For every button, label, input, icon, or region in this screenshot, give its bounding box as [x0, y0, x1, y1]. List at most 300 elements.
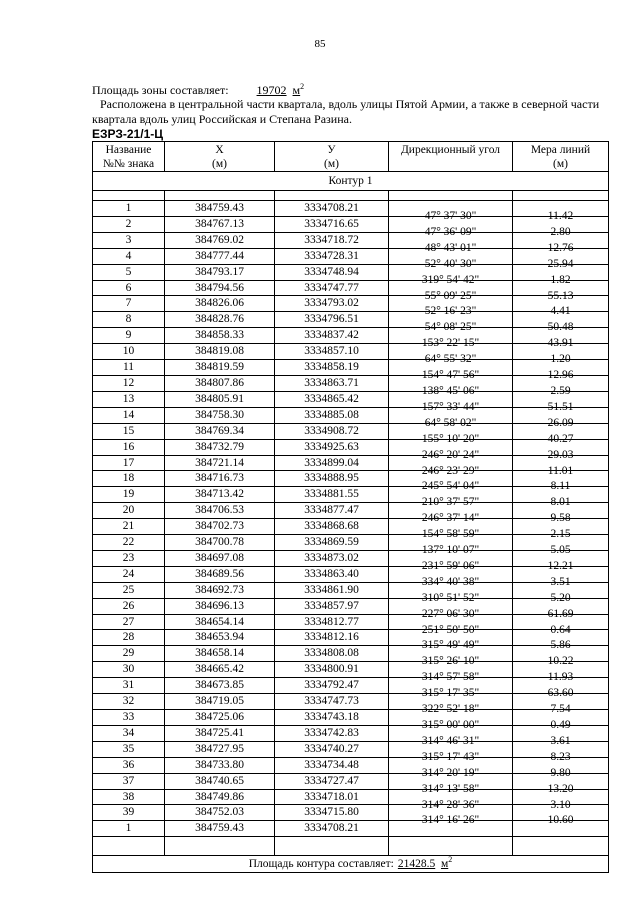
line-length-value: 9.80 [550, 766, 571, 779]
y-coordinate-value: 3334734.48 [304, 758, 359, 771]
y-coordinate [275, 582, 389, 598]
x-coordinate [165, 805, 275, 821]
x-coordinate-value: 384826.06 [195, 297, 244, 310]
line-length-value: 29.03 [547, 448, 574, 461]
table-row [93, 821, 609, 837]
line-length-value: 1.82 [550, 273, 571, 286]
x-coordinate-value: 384858.33 [195, 329, 244, 342]
table-row [93, 391, 609, 407]
x-coordinate-value: 384696.13 [195, 599, 244, 612]
point-number-value: 24 [122, 567, 135, 580]
x-coordinate-value: 384725.06 [195, 711, 244, 723]
y-coordinate-value: 3334747.77 [304, 281, 359, 294]
x-coordinate [165, 503, 275, 519]
table-row [93, 264, 609, 280]
x-coordinate [165, 821, 275, 837]
point-number-value: 18 [122, 472, 135, 485]
table-row [93, 678, 609, 694]
x-coordinate [165, 582, 275, 598]
x-coordinate [165, 662, 275, 678]
point-number [93, 773, 165, 789]
line-length-value: 8.11 [550, 480, 571, 493]
contour-label: Контур 1 [93, 172, 609, 191]
header-name [93, 142, 165, 172]
direction-angle-value: 314° 16' 26" [421, 814, 480, 827]
line-length-value: 13.20 [547, 782, 574, 795]
y-coordinate-value: 3334728.31 [304, 249, 359, 262]
y-coordinate [275, 630, 389, 646]
table-row [93, 280, 609, 296]
y-coordinate [275, 248, 389, 264]
x-coordinate [165, 439, 275, 455]
point-number-value: 14 [122, 408, 135, 421]
header-y-line1: У [327, 144, 336, 156]
y-coordinate-value: 3334865.42 [304, 392, 359, 405]
table-row [93, 312, 609, 328]
contour-row [93, 172, 609, 191]
x-coordinate-value: 384733.80 [195, 758, 244, 771]
x-coordinate-value: 384828.76 [195, 313, 244, 326]
table-row [93, 630, 609, 646]
contour-area-unit-exp: 2 [448, 855, 453, 865]
direction-angle-value: 64° 58' 02" [424, 416, 477, 429]
y-coordinate-value: 3334800.91 [304, 663, 359, 676]
point-number [93, 519, 165, 535]
y-coordinate-value: 3334708.21 [304, 202, 359, 214]
point-number-value: 17 [122, 456, 135, 469]
point-number [93, 662, 165, 678]
table-row [93, 375, 609, 391]
point-number [93, 391, 165, 407]
x-coordinate-value: 384653.94 [195, 631, 244, 644]
page-number: 85 [314, 38, 326, 50]
point-number-value: 10 [122, 345, 135, 358]
x-coordinate [165, 630, 275, 646]
x-coordinate-value: 384665.42 [195, 663, 244, 676]
x-coordinate-value: 384752.03 [195, 806, 244, 819]
zone-area-value: 19702 [256, 83, 287, 97]
x-coordinate-value: 384759.43 [195, 822, 244, 835]
point-number [93, 598, 165, 614]
x-coordinate-value: 384749.86 [195, 790, 244, 803]
gap-row [93, 191, 609, 201]
x-coordinate-value: 384658.14 [195, 647, 244, 660]
header-name-line2: №№ знака [102, 158, 155, 170]
point-number [93, 312, 165, 328]
header-x-line2: (м) [212, 158, 227, 170]
x-coordinate [165, 360, 275, 376]
line-length-value: 5.05 [550, 544, 571, 557]
table-row [93, 757, 609, 773]
point-number-value: 20 [122, 504, 135, 517]
table-row [93, 423, 609, 439]
x-coordinate [165, 694, 275, 710]
zone-area-unit-exp: 2 [300, 82, 305, 91]
line-length-value: 10.60 [547, 814, 574, 827]
table-row [93, 519, 609, 535]
direction-angle-value: 64° 55' 32" [424, 353, 477, 366]
x-coordinate-value: 384689.56 [195, 567, 244, 580]
direction-angle-value: 314° 13' 58" [421, 782, 480, 795]
table-row [93, 535, 609, 551]
x-coordinate [165, 614, 275, 630]
table-row [93, 328, 609, 344]
x-coordinate [165, 598, 275, 614]
point-number-value: 21 [122, 520, 135, 533]
point-number-value: 4 [125, 249, 132, 262]
y-coordinate-value: 3334808.08 [304, 647, 359, 660]
line-length-value: 5.86 [550, 639, 571, 652]
table-row [93, 566, 609, 582]
point-number [93, 503, 165, 519]
y-coordinate [275, 471, 389, 487]
point-number-value: 32 [122, 695, 135, 708]
y-coordinate [275, 344, 389, 360]
table-row [93, 503, 609, 519]
x-coordinate [165, 471, 275, 487]
direction-angle-value: 314° 20' 19" [421, 766, 480, 779]
point-number-value: 6 [125, 281, 132, 294]
y-coordinate-value: 3334868.68 [304, 520, 359, 533]
x-coordinate-value: 384727.95 [195, 742, 244, 755]
point-number-value: 1 [125, 202, 132, 214]
x-coordinate-value: 384767.13 [195, 217, 244, 230]
table-row [93, 773, 609, 789]
direction-angle-value: 48° 43' 01" [424, 241, 477, 254]
y-coordinate-value: 3334740.27 [304, 742, 359, 755]
y-coordinate-value: 3334748.94 [304, 265, 359, 278]
y-coordinate [275, 264, 389, 280]
point-number-value: 9 [125, 329, 132, 342]
header-y [275, 142, 389, 172]
line-length-value: 63.60 [547, 687, 574, 700]
line-length-value: 25.94 [547, 257, 574, 270]
point-number [93, 375, 165, 391]
line-length-value: 8.01 [550, 496, 571, 509]
point-number-value: 33 [122, 711, 135, 723]
y-coordinate-value: 3334857.97 [304, 599, 359, 612]
y-coordinate [275, 407, 389, 423]
line-length-value: 40.27 [547, 432, 574, 445]
point-number [93, 725, 165, 741]
y-coordinate [275, 503, 389, 519]
table-row [93, 710, 609, 726]
point-number-value: 1 [125, 822, 132, 835]
zone-area-unit: м [292, 83, 301, 97]
point-number [93, 614, 165, 630]
header-angle: Дирекционный угол [389, 142, 513, 172]
x-coordinate-value: 384697.08 [195, 551, 244, 564]
x-coordinate-value: 384673.85 [195, 679, 244, 692]
y-coordinate [275, 598, 389, 614]
y-coordinate [275, 296, 389, 312]
x-coordinate [165, 710, 275, 726]
direction-angle-value: 245° 54' 04" [421, 480, 480, 493]
table-row [93, 471, 609, 487]
line-length-value: 7.54 [550, 703, 571, 716]
point-number [93, 455, 165, 471]
y-coordinate [275, 805, 389, 821]
coordinates-table [92, 141, 609, 873]
point-number [93, 535, 165, 551]
x-coordinate-value: 384700.78 [195, 536, 244, 549]
x-coordinate [165, 216, 275, 232]
direction-angle-value: 246° 37' 14" [421, 512, 480, 525]
direction-angle-value: 314° 57' 58" [421, 671, 480, 684]
point-number-value: 13 [122, 392, 135, 405]
y-coordinate-value: 3334743.18 [304, 711, 359, 723]
y-coordinate [275, 487, 389, 503]
y-coordinate [275, 535, 389, 551]
table-row [93, 662, 609, 678]
y-coordinate [275, 360, 389, 376]
point-number-value: 2 [125, 217, 132, 230]
y-coordinate [275, 216, 389, 232]
table-row [93, 550, 609, 566]
x-coordinate [165, 741, 275, 757]
y-coordinate [275, 375, 389, 391]
table-row [93, 455, 609, 471]
x-coordinate-value: 384793.17 [195, 265, 244, 278]
point-number [93, 423, 165, 439]
x-coordinate-value: 384692.73 [195, 583, 244, 596]
table-row [93, 407, 609, 423]
y-coordinate [275, 519, 389, 535]
direction-angle-value: 47° 37' 30" [424, 210, 477, 222]
direction-angle-value: 314° 28' 36" [421, 798, 480, 811]
contour-area-value: 21428.5 [397, 858, 436, 871]
y-coordinate-value: 3334812.77 [304, 615, 359, 628]
y-coordinate [275, 710, 389, 726]
direction-angle-value: 246° 23' 29" [421, 464, 480, 477]
table-row [93, 232, 609, 248]
point-number [93, 487, 165, 503]
contour-area-row [93, 856, 609, 873]
x-coordinate [165, 375, 275, 391]
y-coordinate-value: 3334857.10 [304, 345, 359, 358]
direction-angle-value: 227° 06' 30" [421, 607, 480, 620]
table-row [93, 725, 609, 741]
direction-angle-value: 52° 16' 23" [424, 305, 477, 318]
table-row [93, 360, 609, 376]
x-coordinate [165, 232, 275, 248]
line-length-value: 12.21 [547, 559, 574, 572]
y-coordinate [275, 550, 389, 566]
y-coordinate [275, 725, 389, 741]
point-number-value: 30 [122, 663, 135, 676]
point-number [93, 264, 165, 280]
table-row [93, 582, 609, 598]
x-coordinate-value: 384819.08 [195, 345, 244, 358]
y-coordinate-value: 3334899.04 [304, 456, 359, 469]
y-coordinate-value: 3334873.02 [304, 551, 359, 564]
y-coordinate [275, 391, 389, 407]
x-coordinate [165, 423, 275, 439]
y-coordinate-value: 3334718.01 [304, 790, 359, 803]
x-coordinate-value: 384805.91 [195, 392, 244, 405]
point-number [93, 216, 165, 232]
x-coordinate [165, 328, 275, 344]
x-coordinate [165, 407, 275, 423]
point-number-value: 27 [122, 615, 135, 628]
point-number [93, 232, 165, 248]
y-coordinate-value: 3334881.55 [304, 488, 359, 501]
direction-angle-value: 153° 22' 15" [421, 337, 480, 350]
point-number [93, 630, 165, 646]
y-coordinate-value: 3334727.47 [304, 774, 359, 787]
x-coordinate-value: 384758.30 [195, 408, 244, 421]
y-coordinate [275, 821, 389, 837]
x-coordinate-value: 384706.53 [195, 504, 244, 517]
direction-angle-value: 315° 17' 43" [421, 750, 480, 763]
line-length-value: 12.76 [547, 241, 574, 254]
y-coordinate-value: 3334716.65 [304, 217, 359, 230]
y-coordinate [275, 678, 389, 694]
x-coordinate [165, 678, 275, 694]
header-x [165, 142, 275, 172]
x-coordinate-value: 384721.14 [195, 456, 244, 469]
direction-angle-value: 315° 17' 35" [421, 687, 480, 700]
line-length-value: 11.93 [547, 671, 574, 684]
point-number-value: 22 [122, 536, 135, 549]
point-number [93, 582, 165, 598]
table-header-row [93, 142, 609, 172]
direction-angle [389, 201, 513, 222]
table-row [93, 694, 609, 710]
direction-angle-value: 137° 10' 07" [421, 544, 480, 557]
table-row [93, 789, 609, 805]
y-coordinate [275, 232, 389, 248]
direction-angle-value: 154° 58' 59" [421, 528, 480, 541]
y-coordinate-value: 3334708.21 [304, 822, 359, 835]
x-coordinate [165, 312, 275, 328]
point-number [93, 471, 165, 487]
line-length-value: 61.69 [547, 607, 574, 620]
y-coordinate [275, 455, 389, 471]
point-number-value: 39 [122, 806, 135, 819]
line-length-value: 51.51 [547, 400, 574, 413]
table-row [93, 614, 609, 630]
point-number-value: 35 [122, 742, 135, 755]
line-length-value: 3.61 [550, 734, 571, 747]
line-length-value: 2.80 [550, 225, 571, 238]
header-mera-line2: (м) [553, 158, 568, 170]
point-number-value: 34 [122, 726, 135, 739]
header-mera [513, 142, 609, 172]
point-number [93, 710, 165, 726]
table-row [93, 598, 609, 614]
x-coordinate [165, 248, 275, 264]
y-coordinate [275, 439, 389, 455]
point-number [93, 566, 165, 582]
y-coordinate-value: 3334747.73 [304, 695, 359, 708]
x-coordinate [165, 550, 275, 566]
y-coordinate-value: 3334925.63 [304, 440, 359, 453]
x-coordinate [165, 789, 275, 805]
direction-angle-value: 334° 40' 38" [421, 575, 480, 588]
direction-angle-value: 246° 20' 24" [421, 448, 480, 461]
x-coordinate-value: 384654.14 [195, 615, 244, 628]
point-number [93, 550, 165, 566]
table-row [93, 646, 609, 662]
point-number [93, 694, 165, 710]
point-number [93, 805, 165, 821]
y-coordinate-value: 3334877.47 [304, 504, 359, 517]
line-length-value: 0.64 [550, 623, 571, 636]
line-length-value: 0.49 [550, 719, 571, 731]
y-coordinate [275, 662, 389, 678]
x-coordinate [165, 264, 275, 280]
line-length-value: 11.01 [547, 464, 574, 477]
direction-angle-value: 310° 51' 52" [421, 591, 480, 604]
x-coordinate-value: 384719.05 [195, 695, 244, 708]
point-number-value: 36 [122, 758, 135, 771]
point-number [93, 678, 165, 694]
y-coordinate-value: 3334863.40 [304, 567, 359, 580]
point-number [93, 646, 165, 662]
y-coordinate-value: 3334888.95 [304, 472, 359, 485]
line-length-value: 43.91 [547, 337, 574, 350]
y-coordinate [275, 280, 389, 296]
y-coordinate-value: 3334908.72 [304, 424, 359, 437]
direction-angle-value: 155° 10' 20" [421, 432, 480, 445]
zone-id: ЕЗРЗ-21/1-Ц [92, 127, 163, 141]
x-coordinate [165, 773, 275, 789]
line-length-value: 1.20 [550, 353, 571, 366]
x-coordinate-value: 384769.02 [195, 233, 244, 246]
direction-angle-value: 231° 59' 06" [421, 559, 480, 572]
point-number-value: 23 [122, 551, 135, 564]
direction-angle-value: 315° 49' 49" [421, 639, 480, 652]
y-coordinate [275, 789, 389, 805]
point-number-value: 25 [122, 583, 135, 596]
x-coordinate-value: 384740.65 [195, 774, 244, 787]
y-coordinate [275, 757, 389, 773]
y-coordinate-value: 3334715.80 [304, 806, 359, 819]
direction-angle-value: 251° 50' 50" [421, 623, 480, 636]
point-number [93, 296, 165, 312]
point-number [93, 201, 165, 217]
point-number-value: 12 [122, 376, 135, 389]
y-coordinate-value: 3334863.71 [304, 376, 359, 389]
point-number-value: 5 [125, 265, 132, 278]
direction-angle-value: 315° 00' 00" [421, 719, 480, 731]
x-coordinate [165, 296, 275, 312]
point-number-value: 26 [122, 599, 135, 612]
line-length-value: 3.51 [550, 575, 571, 588]
zone-area-label: Площадь зоны составляет: [92, 83, 229, 97]
point-number-value: 16 [122, 440, 135, 453]
direction-angle-value: 314° 46' 31" [421, 734, 480, 747]
direction-angle-value: 54° 08' 25" [424, 321, 477, 334]
y-coordinate [275, 423, 389, 439]
point-number [93, 344, 165, 360]
direction-angle-value: 55° 09' 25" [424, 289, 477, 302]
point-number [93, 360, 165, 376]
x-coordinate-value: 384716.73 [195, 472, 244, 485]
x-coordinate-value: 384819.59 [195, 361, 244, 374]
contour-area-label: Площадь контура составляет: [248, 858, 394, 871]
header-y-line2: (м) [324, 158, 339, 170]
point-number-value: 11 [122, 361, 135, 374]
point-number [93, 741, 165, 757]
direction-angle-value: 47° 36' 09" [424, 225, 477, 238]
y-coordinate [275, 773, 389, 789]
point-number-value: 15 [122, 424, 135, 437]
x-coordinate [165, 201, 275, 217]
y-coordinate-value: 3334793.02 [304, 297, 359, 310]
point-number-value: 28 [122, 631, 135, 644]
